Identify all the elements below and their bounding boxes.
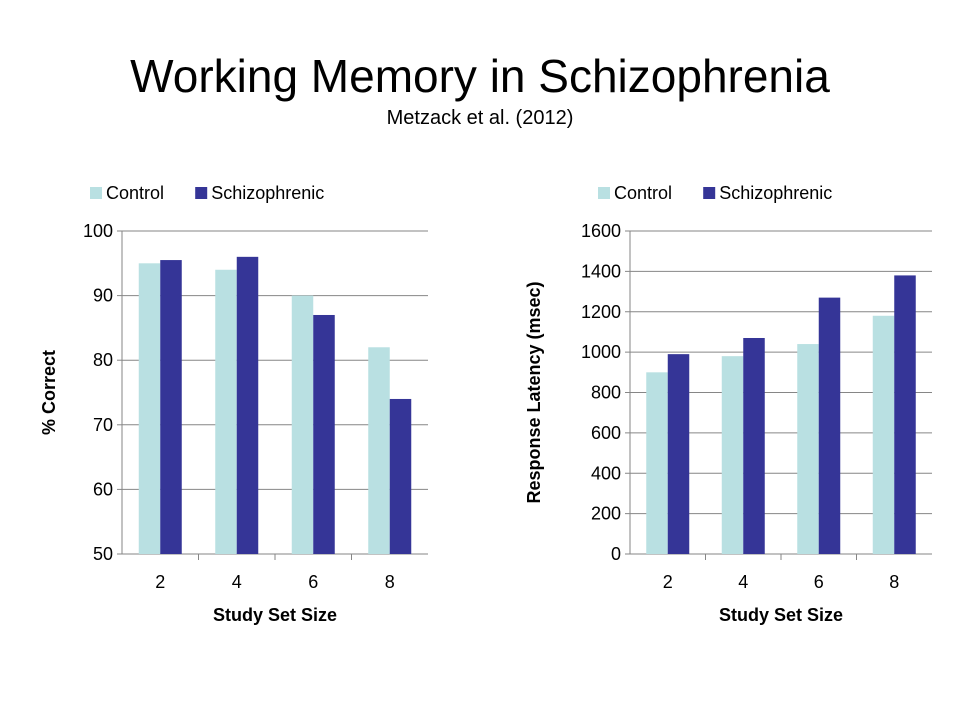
- bar-schizophrenic-2: [668, 354, 690, 554]
- x-tick-label: 8: [384, 572, 395, 592]
- y-tick-label: 60: [92, 479, 113, 500]
- y-tick-label: 1400: [580, 261, 621, 282]
- x-tick-label: 4: [738, 572, 749, 592]
- y-tick-label: 80: [92, 350, 113, 371]
- legend-label-schizophrenic: Schizophrenic: [719, 183, 833, 203]
- bar-control-8: [873, 316, 895, 554]
- y-axis-title: Response Latency (msec): [524, 281, 544, 504]
- y-axis-title: % Correct: [39, 349, 59, 436]
- bar-schizophrenic-6: [313, 315, 335, 554]
- x-tick-label: 2: [662, 572, 673, 592]
- bar-schizophrenic-4: [743, 338, 765, 554]
- slide-subtitle: Metzack et al. (2012): [386, 107, 574, 129]
- y-tick-label: 200: [590, 503, 621, 524]
- legend-label-schizophrenic: Schizophrenic: [211, 183, 325, 203]
- bar-control-8: [368, 347, 390, 554]
- x-tick-label: 8: [889, 572, 900, 592]
- response-latency-chart: [480, 0, 960, 720]
- y-tick-label: 1600: [580, 221, 621, 241]
- bar-schizophrenic-8: [894, 275, 916, 554]
- bar-control-6: [292, 296, 314, 554]
- x-tick-label: 2: [155, 572, 166, 592]
- y-tick-label: 70: [92, 414, 113, 435]
- y-tick-label: 90: [92, 285, 113, 306]
- x-tick-label: 6: [813, 572, 824, 592]
- slide-title: Working Memory in Schizophrenia: [130, 50, 830, 102]
- legend-label-control: Control: [614, 183, 673, 203]
- bar-schizophrenic-2: [160, 260, 182, 554]
- bar-control-4: [215, 270, 237, 554]
- bar-schizophrenic-4: [237, 257, 259, 554]
- x-tick-label: 4: [231, 572, 242, 592]
- y-tick-label: 1200: [580, 301, 621, 322]
- legend-swatch-control: [598, 187, 610, 199]
- bar-schizophrenic-8: [390, 399, 412, 554]
- bar-control-6: [797, 344, 819, 554]
- y-tick-label: 100: [82, 221, 113, 241]
- y-tick-label: 800: [590, 382, 621, 403]
- bar-control-2: [646, 372, 668, 554]
- y-tick-label: 50: [92, 544, 113, 564]
- legend-swatch-control: [90, 187, 102, 199]
- x-axis-title: Study Set Size: [718, 605, 844, 625]
- x-tick-label: 6: [308, 572, 319, 592]
- bar-control-2: [139, 263, 161, 554]
- y-tick-label: 1000: [580, 342, 621, 363]
- y-tick-label: 400: [590, 463, 621, 484]
- y-tick-label: 600: [590, 422, 621, 443]
- legend-swatch-schizophrenic: [703, 187, 715, 199]
- bar-schizophrenic-6: [819, 298, 841, 554]
- legend-swatch-schizophrenic: [195, 187, 207, 199]
- legend-label-control: Control: [106, 183, 165, 203]
- x-axis-title: Study Set Size: [212, 605, 338, 625]
- bar-control-4: [722, 356, 744, 554]
- y-tick-label: 0: [610, 544, 621, 564]
